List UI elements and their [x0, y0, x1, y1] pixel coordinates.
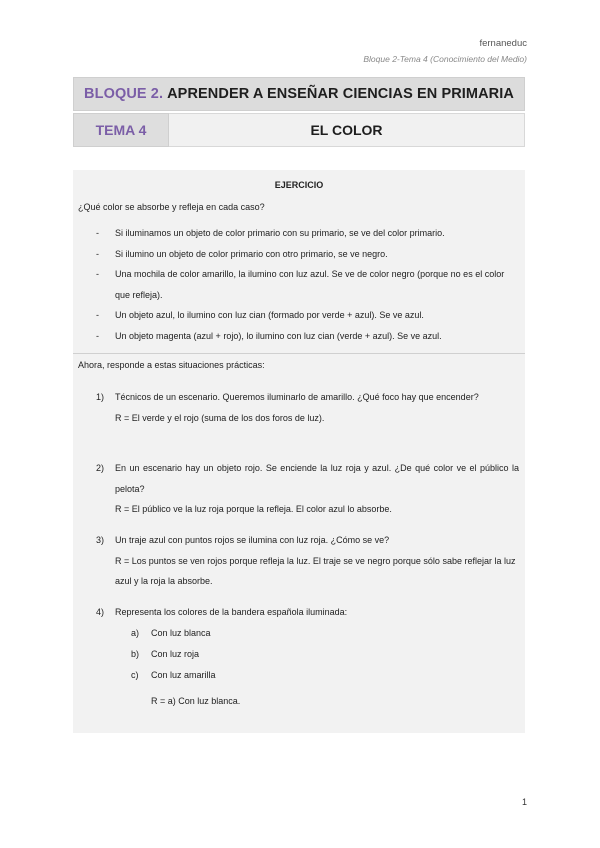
situation-answer: R = a) Con luz blanca. — [151, 696, 241, 706]
situation-text: Un traje azul con puntos rojos se ilumina con luz roja. ¿Cómo se ve? — [115, 535, 390, 545]
tema-row — [73, 113, 525, 147]
situations-intro: Ahora, responde a estas situaciones prácticas: — [78, 360, 265, 370]
block-title: APRENDER A ENSEÑAR CIENCIAS EN PRIMARIA — [167, 86, 514, 102]
exercise-question: ¿Qué color se absorbe y refleja en cada caso? — [78, 202, 265, 212]
situation-2 — [73, 458, 525, 520]
situation-3 — [73, 530, 525, 592]
list-item — [73, 223, 525, 244]
tema-title: EL COLOR — [169, 113, 525, 147]
sub-item-label: a) — [131, 628, 140, 638]
list-item — [73, 305, 525, 326]
bullet-list — [73, 223, 525, 346]
situation-text: Técnicos de un escenario. Queremos iluminarlo de amarillo. ¿Qué foco hay que encender? — [115, 392, 479, 402]
bullet-mark: - — [96, 248, 99, 259]
bullet-mark: - — [96, 228, 99, 238]
situation-1 — [73, 387, 525, 428]
sub-item-text: Con luz blanca — [151, 628, 211, 638]
bullet-mark: - — [96, 310, 99, 320]
list-item — [73, 244, 525, 265]
sub-item-label: c) — [131, 670, 139, 680]
situation-answer: R = El verde y el rojo (suma de los dos foros de luz). — [115, 412, 325, 423]
situation-number: 4) — [96, 607, 105, 617]
situation-text: Representa los colores de la bandera española iluminada: — [115, 607, 348, 617]
situation-number: 2) — [96, 463, 105, 473]
block-label: BLOQUE 2. — [84, 86, 164, 102]
section-divider — [73, 353, 525, 354]
page-number: 1 — [521, 797, 527, 807]
bullet-text: Un objeto magenta (azul + rojo), lo ilumino con luz cian (verde + azul). Se ve azul. — [115, 330, 442, 341]
header-author: fernaneduc — [479, 38, 527, 49]
list-item — [73, 264, 525, 305]
situation-4 — [73, 602, 525, 623]
block-title-bar — [73, 77, 525, 111]
situation-number: 1) — [96, 392, 105, 402]
bullet-mark: - — [96, 269, 99, 279]
sub-item-text: Con luz roja — [151, 649, 200, 659]
bullet-text: Una mochila de color amarillo, la ilumino con luz azul. Se ve de color negro (porque no es el color que refleja). — [115, 269, 505, 300]
situation-answer: R = El público ve la luz roja porque la refleja. El color azul lo absorbe. — [115, 504, 392, 514]
list-item — [73, 326, 525, 347]
bullet-mark: - — [96, 330, 99, 341]
exercise-box — [73, 170, 525, 733]
situation-text: En un escenario hay un objeto rojo. Se enciende la luz roja y azul. ¿De qué color ve el público la pelota? — [115, 463, 519, 494]
exercise-heading: EJERCICIO — [274, 180, 324, 190]
header-subtitle: Bloque 2-Tema 4 (Conocimiento del Medio) — [363, 54, 527, 64]
sub-item-label: b) — [131, 649, 140, 659]
bullet-text: Si ilumino un objeto de color primario con otro primario, se ve negro. — [115, 248, 388, 259]
situation-number: 3) — [96, 535, 105, 545]
situation-answer: R = Los puntos se ven rojos porque refleja la luz. El traje se ve negro porque sólo sabe reflejar la luz azul y la roja la absorbe. — [115, 555, 516, 586]
tema-label: TEMA 4 — [73, 113, 169, 147]
bullet-text: Si iluminamos un objeto de color primario con su primario, se ve del color primario. — [115, 228, 445, 238]
bullet-text: Un objeto azul, lo ilumino con luz cian (formado por verde + azul). Se ve azul. — [115, 310, 424, 320]
sub-item-text: Con luz amarilla — [151, 670, 216, 680]
